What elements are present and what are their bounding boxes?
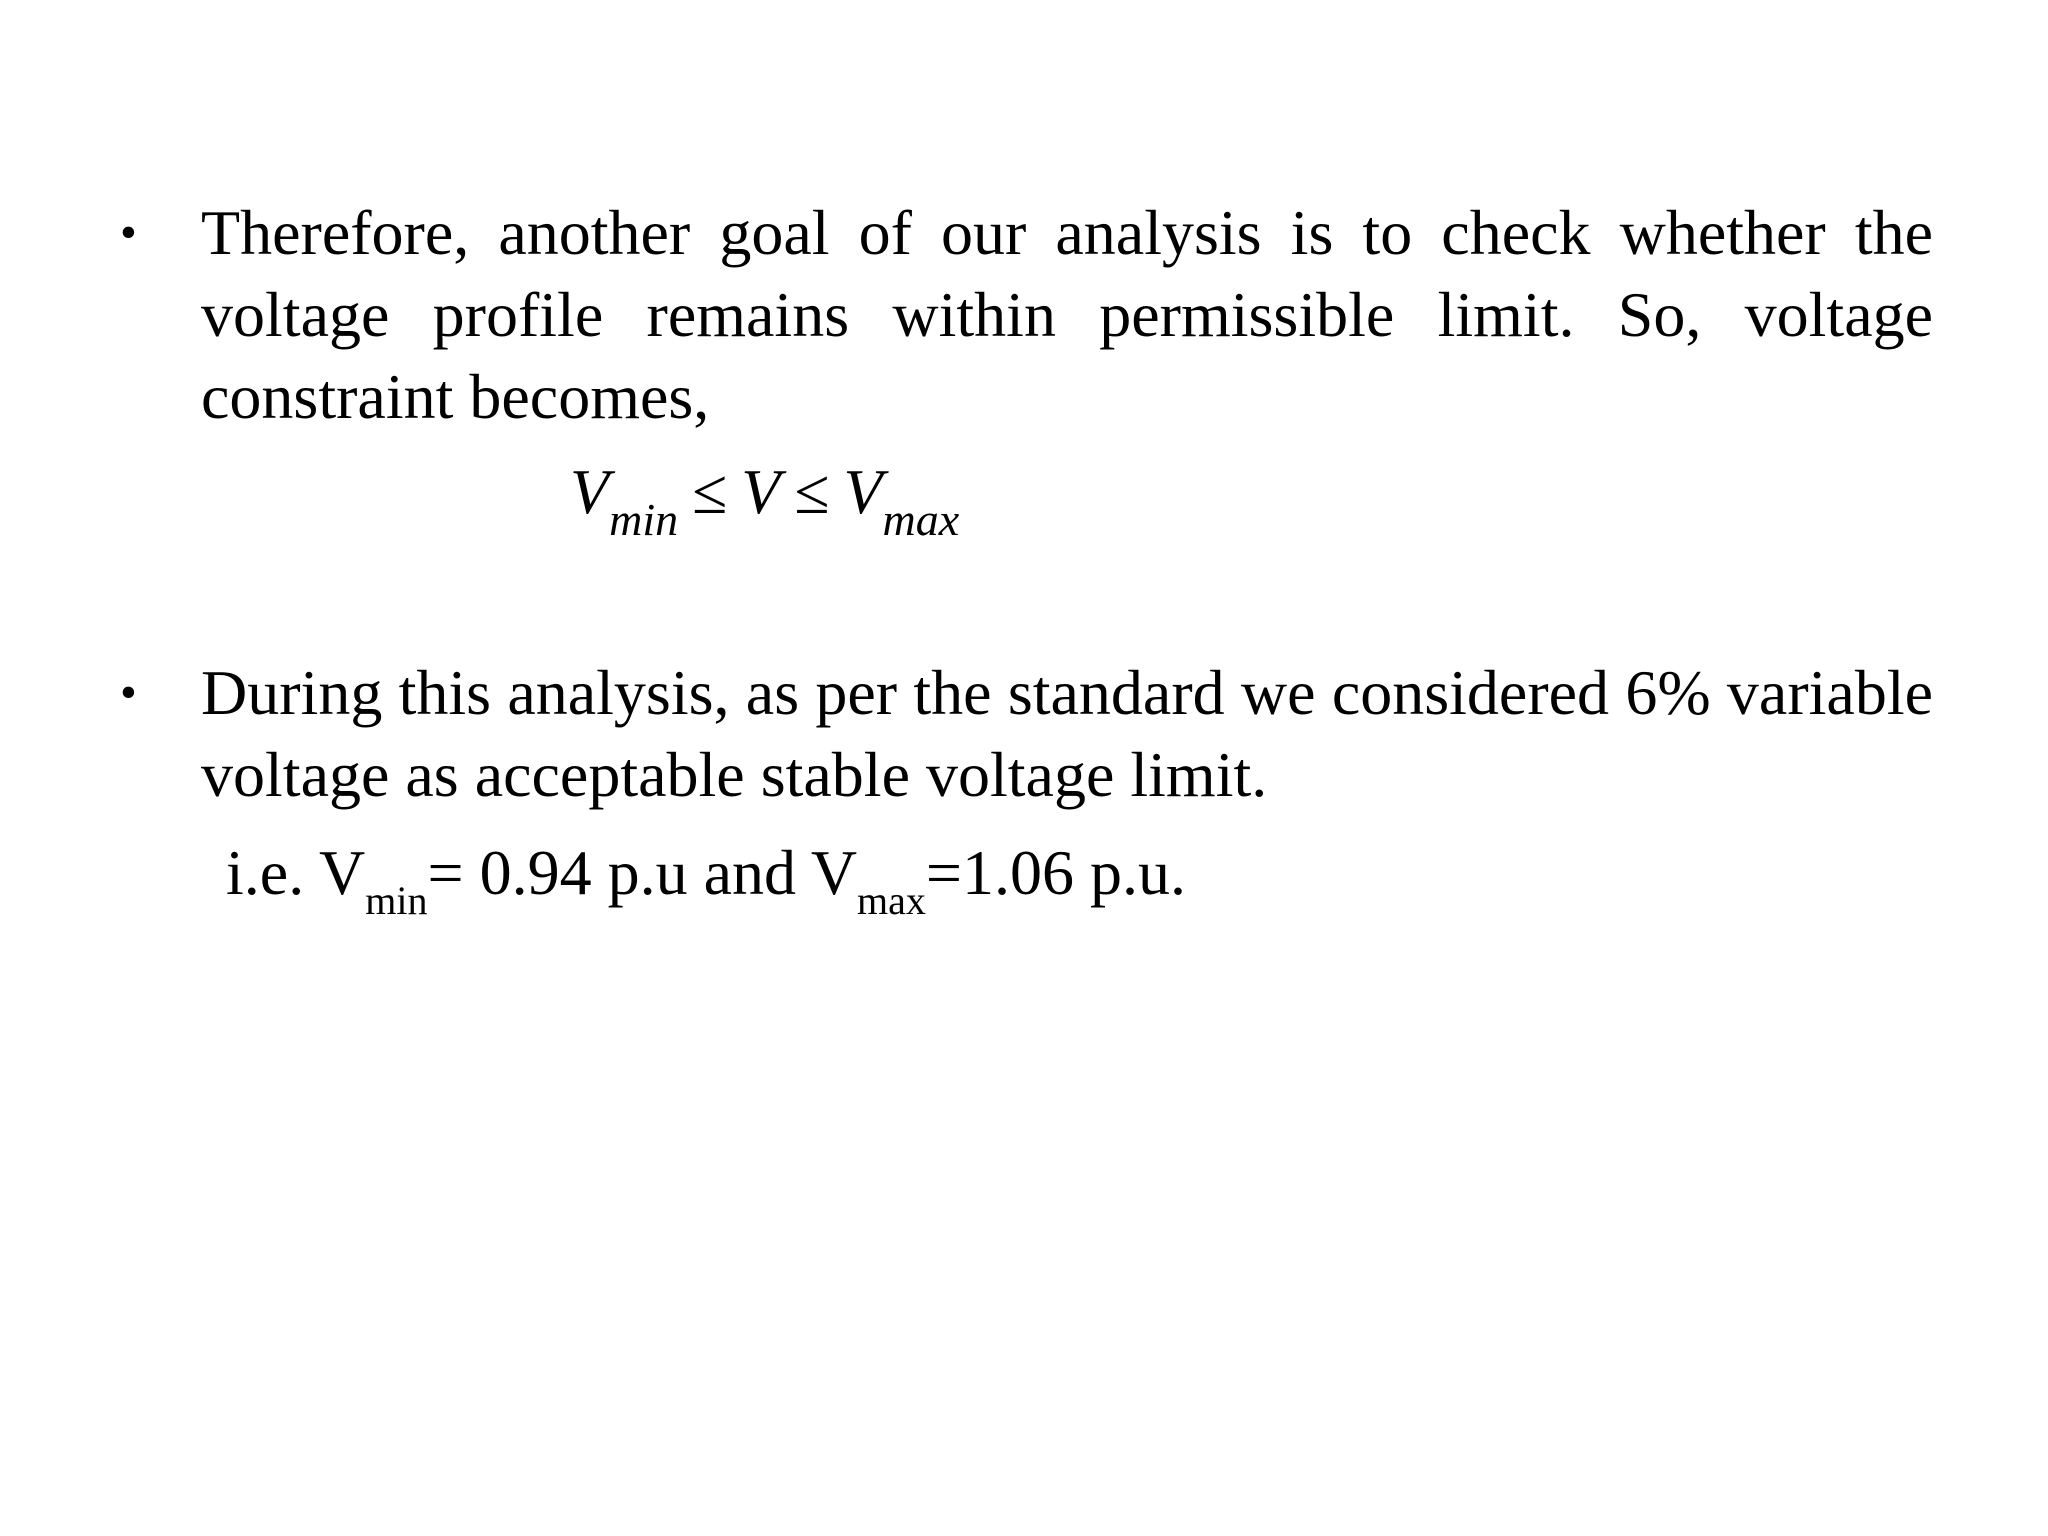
bullet-marker: • <box>120 666 137 719</box>
equation-v-max-symbol: V <box>843 456 883 527</box>
example-min-value: = 0.94 p.u and V <box>427 837 858 908</box>
example-min-subscript: min <box>365 878 428 923</box>
voltage-constraint-equation <box>570 452 960 545</box>
equation-v-symbol: V <box>741 456 781 527</box>
voltage-limits-example <box>226 833 1186 921</box>
equation-max-subscript: max <box>882 494 960 545</box>
example-prefix: i.e. V <box>226 837 366 908</box>
equation-min-subscript: min <box>609 494 679 545</box>
equation-leq-operator-1: ≤ <box>692 456 728 527</box>
example-max-subscript: max <box>857 878 926 923</box>
equation-leq-operator-2: ≤ <box>794 456 830 527</box>
example-max-value: =1.06 p.u. <box>925 837 1187 908</box>
bullet-text: Therefore, another goal of our analysis is to check whether the voltage profile remains within permissible limit. So, voltage constraint becomes, <box>201 197 1933 432</box>
equation-v-min-symbol: V <box>570 456 610 527</box>
bullet-text: During this analysis, as per the standard we considered 6% variable voltage as acceptable stable voltage limit. <box>201 657 1933 810</box>
bullet-marker: • <box>120 206 137 259</box>
